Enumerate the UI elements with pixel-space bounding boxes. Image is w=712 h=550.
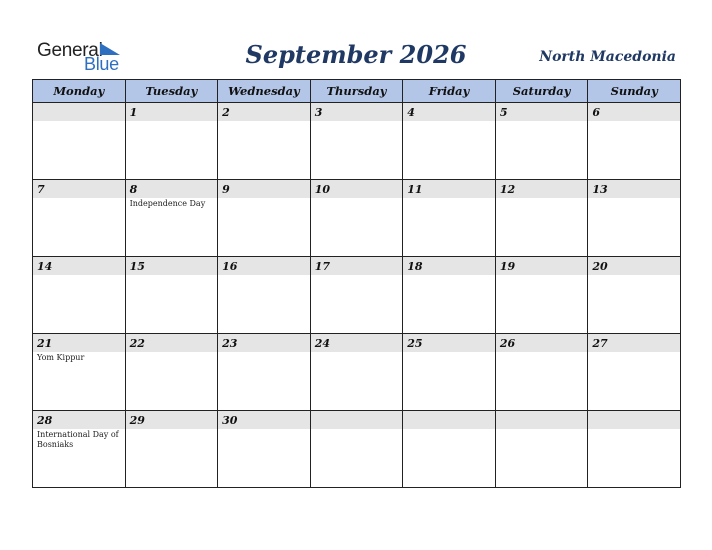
day-cell[interactable] (403, 180, 496, 257)
weekday-header: Saturday (495, 80, 588, 103)
day-number-bar (33, 257, 125, 275)
day-number: 18 (407, 260, 423, 273)
country-label: North Macedonia (539, 49, 676, 65)
day-cell[interactable] (588, 180, 681, 257)
day-cell[interactable] (588, 411, 681, 488)
day-number-bar (496, 411, 588, 429)
day-number-bar (218, 103, 310, 121)
day-cell[interactable] (125, 411, 218, 488)
holiday-label: Independence Day (129, 199, 206, 208)
day-number: 28 (37, 414, 53, 427)
day-number-bar (588, 334, 680, 352)
week-row (33, 103, 681, 180)
day-number: 11 (407, 183, 423, 196)
day-cell[interactable] (495, 180, 588, 257)
day-number-bar (496, 257, 588, 275)
day-number: 5 (499, 106, 508, 119)
day-cell[interactable] (403, 334, 496, 411)
day-cell[interactable] (403, 257, 496, 334)
week-row (33, 257, 681, 334)
day-number-bar (496, 180, 588, 198)
day-number (403, 411, 495, 414)
day-number-bar (218, 411, 310, 429)
day-number: 21 (37, 337, 53, 350)
day-cell[interactable] (310, 411, 403, 488)
week-row (33, 180, 681, 257)
day-number-bar (126, 334, 218, 352)
weekday-header: Monday (33, 80, 126, 103)
day-number-bar (588, 180, 680, 198)
weekday-header-row (33, 80, 681, 103)
day-cell[interactable] (495, 411, 588, 488)
day-cell[interactable] (403, 103, 496, 180)
day-number: 17 (314, 260, 330, 273)
day-number-bar (588, 257, 680, 275)
day-cell[interactable] (218, 411, 311, 488)
holiday-label: International Day of Bosniaks (37, 430, 119, 449)
day-number-bar (403, 411, 495, 429)
day-number-bar (311, 334, 403, 352)
day-number (496, 411, 588, 414)
day-number: 4 (407, 106, 415, 119)
day-number: 9 (222, 183, 230, 196)
day-number: 19 (499, 260, 516, 273)
day-number-bar (311, 180, 403, 198)
day-cell[interactable] (125, 180, 218, 257)
day-cell[interactable] (218, 103, 311, 180)
day-number-bar (496, 334, 588, 352)
day-cell[interactable] (310, 257, 403, 334)
day-cell[interactable] (310, 180, 403, 257)
day-number-bar (126, 411, 218, 429)
week-row (33, 411, 681, 488)
day-number-bar (311, 257, 403, 275)
day-number-bar (126, 180, 218, 198)
day-number-bar (218, 180, 310, 198)
day-cell[interactable] (495, 257, 588, 334)
day-number: 1 (129, 106, 138, 119)
day-number: 12 (499, 183, 516, 196)
day-number-bar (496, 103, 588, 121)
day-number: 30 (222, 414, 238, 427)
day-number-bar (33, 103, 125, 121)
day-number: 20 (592, 260, 608, 273)
day-number: 26 (499, 337, 516, 350)
day-number: 25 (407, 337, 423, 350)
day-number-bar (33, 334, 125, 352)
day-number (311, 411, 403, 414)
day-cell[interactable] (495, 334, 588, 411)
day-number-bar (33, 411, 125, 429)
weekday-header: Friday (403, 80, 496, 103)
calendar-grid (32, 79, 681, 488)
day-number: 7 (37, 183, 45, 196)
day-number: 24 (314, 337, 330, 350)
day-number: 10 (314, 183, 330, 196)
day-number-bar (403, 180, 495, 198)
day-cell[interactable] (495, 103, 588, 180)
day-number-bar (311, 103, 403, 121)
holiday-label: Yom Kippur (37, 353, 85, 362)
day-cell[interactable] (588, 103, 681, 180)
day-cell[interactable] (125, 334, 218, 411)
weekday-header: Tuesday (125, 80, 218, 103)
day-number (588, 411, 680, 414)
day-number: 13 (592, 183, 608, 196)
day-number-bar (218, 334, 310, 352)
day-number: 23 (222, 337, 238, 350)
day-cell[interactable] (403, 411, 496, 488)
day-cell[interactable] (588, 257, 681, 334)
day-cell[interactable] (125, 257, 218, 334)
logo-text-general: General (37, 40, 103, 61)
day-number: 27 (592, 337, 608, 350)
day-number-bar (33, 180, 125, 198)
day-cell[interactable] (218, 257, 311, 334)
week-row (33, 334, 681, 411)
weekday-header: Sunday (588, 80, 681, 103)
day-cell[interactable] (588, 334, 681, 411)
day-number: 6 (592, 106, 601, 119)
weekday-header: Thursday (310, 80, 403, 103)
calendar-body (33, 103, 681, 488)
day-number: 3 (314, 106, 323, 119)
day-number: 8 (129, 183, 138, 196)
day-cell[interactable] (33, 257, 126, 334)
day-cell[interactable] (33, 103, 126, 180)
day-number: 14 (37, 260, 53, 273)
day-number: 15 (129, 260, 145, 273)
day-cell[interactable] (33, 180, 126, 257)
day-number-bar (403, 257, 495, 275)
day-number-bar (588, 103, 680, 121)
day-cell[interactable] (310, 334, 403, 411)
day-cell[interactable] (33, 411, 126, 488)
day-cell[interactable] (218, 180, 311, 257)
day-cell[interactable] (218, 334, 311, 411)
day-cell[interactable] (125, 103, 218, 180)
logo-text-blue: Blue (84, 54, 119, 74)
day-cell[interactable] (310, 103, 403, 180)
day-number: 29 (129, 414, 145, 427)
calendar-title: September 2026 (245, 40, 467, 69)
day-number-bar (126, 103, 218, 121)
day-number (33, 103, 125, 106)
day-number-bar (588, 411, 680, 429)
weekday-header: Wednesday (218, 80, 311, 103)
day-number-bar (311, 411, 403, 429)
day-number-bar (403, 103, 495, 121)
day-number-bar (218, 257, 310, 275)
day-number-bar (126, 257, 218, 275)
day-number-bar (403, 334, 495, 352)
day-cell[interactable] (33, 334, 126, 411)
day-number: 2 (222, 106, 230, 119)
day-number: 16 (222, 260, 238, 273)
day-number: 22 (129, 337, 145, 350)
